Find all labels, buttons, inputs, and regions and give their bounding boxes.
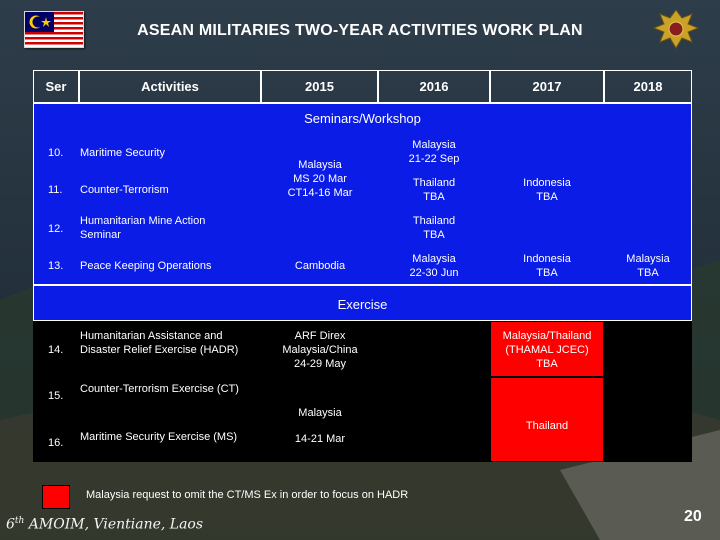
header-activities: Activities — [79, 70, 261, 103]
row-ser-13: 13. — [48, 260, 64, 272]
cell-2017-peacekeeping: Indonesia TBA — [523, 253, 571, 279]
cell-2015-hadr: ARF Direx Malaysia/China 24-29 May — [282, 330, 358, 370]
row-activity-counter-terrorism: Counter-Terrorism — [80, 184, 169, 196]
section-label-exercise: Exercise — [337, 297, 388, 312]
row-activity-hadr: Humanitarian Assistance and Disaster Relief Exercise (HADR) — [80, 330, 239, 356]
row-ser-10: 10. — [48, 147, 64, 159]
row-activity-ct-exercise: Counter-Terrorism Exercise (CT) — [80, 383, 239, 395]
row-ser-11: 11. — [48, 184, 63, 196]
page-number: 20 — [684, 508, 702, 525]
slide-title: ASEAN MILITARIES TWO-YEAR ACTIVITIES WORK PLAN — [137, 22, 583, 39]
cell-2018-peacekeeping: Malaysia TBA — [626, 253, 670, 279]
row-ser-12: 12. — [48, 223, 64, 235]
row-activity-maritime-security: Maritime Security — [80, 147, 165, 159]
cell-2017-ct: Indonesia TBA — [523, 177, 571, 203]
cell-2015-ct-exercise: Malaysia — [298, 407, 342, 419]
header-2015: 2015 — [261, 70, 378, 103]
slide-footer: 6th AMOIM, Vientiane, Laos — [6, 516, 204, 533]
row-activity-ms-exercise: Maritime Security Exercise (MS) — [80, 431, 238, 443]
cell-2016-maritime: Malaysia 21-22 Sep — [408, 139, 460, 165]
cell-2015-seminars: Malaysia MS 20 Mar CT14-16 Mar — [287, 159, 353, 199]
cell-2015-peacekeeping: Cambodia — [294, 260, 346, 272]
legend-red-swatch — [42, 485, 70, 509]
cell-2015-ms-exercise: 14-21 Mar — [294, 433, 346, 445]
cell-2016-ct: Thailand TBA — [412, 177, 456, 203]
malaysia-flag — [24, 11, 84, 48]
header-2017: 2017 — [490, 70, 604, 103]
header-ser: Ser — [33, 70, 79, 103]
header-2018: 2018 — [604, 70, 692, 103]
cell-2016-peacekeeping: Malaysia 22-30 Jun — [409, 253, 459, 279]
cell-2017-hadr: Malaysia/Thailand (THAMAL JCEC) TBA — [502, 330, 592, 370]
row-ser-15: 15. — [48, 390, 64, 402]
exercise-section-bar — [33, 285, 692, 321]
armed-forces-crest-icon — [652, 8, 700, 50]
section-label-seminars: Seminars/Workshop — [304, 111, 421, 126]
row-ser-14: 14. — [48, 344, 64, 356]
cell-2017-ct-ms: Thailand — [525, 420, 569, 432]
row-ser-16: 16. — [48, 437, 64, 449]
header-2016: 2016 — [378, 70, 490, 103]
row-activity-peacekeeping: Peace Keeping Operations — [80, 260, 212, 272]
legend-note: Malaysia request to omit the CT/MS Ex in order to focus on HADR — [86, 489, 409, 501]
cell-2016-mine-action: Thailand TBA — [412, 215, 456, 241]
row-activity-mine-action: Humanitarian Mine Action Seminar — [80, 215, 206, 241]
